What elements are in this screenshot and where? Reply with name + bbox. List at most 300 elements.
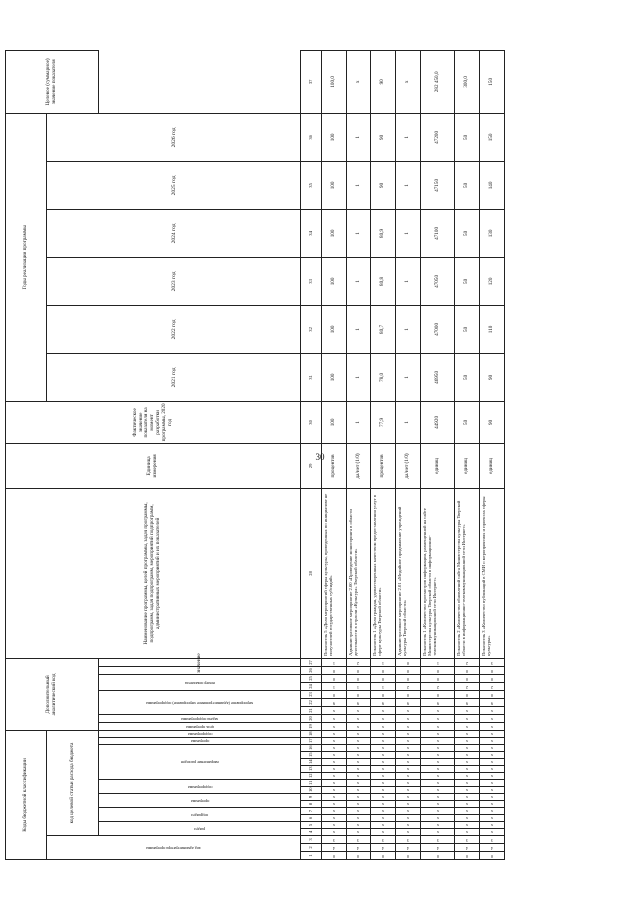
code-cell: x	[455, 801, 480, 808]
code-cell: x	[480, 752, 505, 759]
year-value-cell: 100	[321, 257, 346, 305]
column-number: 4	[301, 829, 322, 836]
year-value-cell: 1	[396, 113, 421, 161]
budget-codes-header: Коды бюджетной классификации	[6, 731, 47, 860]
code-cell: 0	[455, 675, 480, 683]
code-cell: x	[346, 731, 371, 738]
column-number: 15	[301, 752, 322, 759]
indicator-name-cell: Административное мероприятие 2.00 «Проведение мониторинга в области деятельности в отрасли «Культура» Тверской области»	[346, 488, 371, 658]
code-cell: 0	[420, 667, 454, 675]
code-cell: x	[480, 801, 505, 808]
code-cell: 2	[455, 658, 480, 666]
target-value-cell: x	[346, 50, 371, 113]
code-cell: x	[321, 766, 346, 773]
table-row	[396, 50, 421, 859]
code-cell: x	[346, 815, 371, 822]
code-cell: 0	[346, 852, 371, 860]
code-cell: 1	[371, 658, 396, 666]
code-cell: 4	[420, 844, 454, 852]
code-cell: x	[420, 745, 454, 752]
column-number: 22	[301, 699, 322, 707]
code-cell: x	[455, 759, 480, 766]
year-value-cell: 100	[321, 305, 346, 353]
code-cell: x	[480, 723, 505, 731]
year-2024-header: 2024 год	[47, 209, 301, 257]
code-cell: x	[420, 822, 454, 829]
table-row	[480, 50, 505, 859]
code-cell: 0	[396, 675, 421, 683]
code-cell: x	[346, 808, 371, 815]
code-cell: x	[480, 766, 505, 773]
year-value-cell: 150	[480, 113, 505, 161]
year-value-cell: 90	[480, 353, 505, 401]
target-value-cell: 90	[371, 50, 396, 113]
year-2026-header: 2026 год	[47, 113, 301, 161]
code-cell: x	[455, 715, 480, 723]
column-number: 13	[301, 766, 322, 773]
code-cell: x	[420, 808, 454, 815]
code-cell: 3	[321, 836, 346, 844]
column-number: 20	[301, 715, 322, 723]
code-cell: 0	[321, 852, 346, 860]
year-value-cell: 80,9	[371, 209, 396, 257]
code-cell: x	[480, 794, 505, 801]
code-cell: x	[420, 752, 454, 759]
year-value-cell: 80,8	[371, 257, 396, 305]
year-value-cell: 100	[321, 113, 346, 161]
table-row	[420, 50, 454, 859]
code-cell: x	[480, 822, 505, 829]
target-value-cell: 150	[480, 50, 505, 113]
fact-value-cell: 1	[396, 401, 421, 443]
fact-value-cell: 1	[346, 401, 371, 443]
unit-cell: процентов	[321, 443, 346, 488]
column-number: 3	[301, 836, 322, 844]
code-cell: x	[321, 731, 346, 738]
indicator-name-cell: Показатель 5 «Доля мероприятий сферы культуры, проведенных по инициативе не получателей государственных субсидий»	[321, 488, 346, 658]
unit-cell: да/нет (1/0)	[346, 443, 371, 488]
code-cell: x	[371, 801, 396, 808]
code-cell: x	[321, 723, 346, 731]
column-number: 30	[301, 401, 322, 443]
column-number: 11	[301, 780, 322, 787]
year-value-cell: 47050	[420, 257, 454, 305]
indicator-name-cell: Административное мероприятие 2.01 «Медийное продвижение учреждений культуры Тверской области»	[396, 488, 421, 658]
program-indicators-table	[5, 58, 505, 860]
year-value-cell: 46950	[420, 353, 454, 401]
additional-code-header: Дополнительный аналитический код	[6, 658, 99, 730]
code-cell: x	[480, 808, 505, 815]
code-cell: x	[420, 780, 454, 787]
year-value-cell: 90	[371, 113, 396, 161]
code-cell: 4	[321, 844, 346, 852]
column-number: 18	[301, 731, 322, 738]
code-cell: x	[480, 773, 505, 780]
code-cell: 0	[480, 667, 505, 675]
code-cell: x	[396, 766, 421, 773]
code-cell: 3	[420, 836, 454, 844]
code-cell: x	[396, 759, 421, 766]
code-cell: 0	[371, 667, 396, 675]
year-value-cell: 130	[480, 209, 505, 257]
code-cell: x	[480, 731, 505, 738]
code-cell: x	[455, 752, 480, 759]
code-cell: 0	[371, 691, 396, 699]
code-cell: 0	[321, 675, 346, 683]
code-cell: x	[346, 715, 371, 723]
addl-event-header: мероприятие (административное мероприятие) подпрограммы	[99, 691, 301, 715]
column-number: 17	[301, 738, 322, 745]
column-number: 36	[301, 113, 322, 161]
year-value-cell: 47100	[420, 209, 454, 257]
year-value-cell: 1	[346, 209, 371, 257]
code-cell: x	[346, 829, 371, 836]
code-cell: x	[455, 738, 480, 745]
code-cell: x	[420, 787, 454, 794]
code-cell: 0	[455, 852, 480, 860]
code-cell: x	[396, 787, 421, 794]
code-cell: x	[371, 773, 396, 780]
year-value-cell: 1	[396, 257, 421, 305]
year-2025-header: 2025 год	[47, 161, 301, 209]
year-value-cell: 120	[480, 257, 505, 305]
code-cell: x	[396, 794, 421, 801]
code-cell: x	[321, 745, 346, 752]
addl-task-header: задача подпрограммы	[99, 715, 301, 723]
year-value-cell: 100	[321, 353, 346, 401]
year-value-cell: 1	[346, 353, 371, 401]
code-cell: x	[321, 787, 346, 794]
code-cell: x	[371, 723, 396, 731]
code-cell: x	[455, 794, 480, 801]
year-value-cell: 1	[346, 305, 371, 353]
year-2022-header: 2022 год	[47, 305, 301, 353]
code-cell: 2	[420, 683, 454, 691]
code-cell: 2	[480, 683, 505, 691]
code-cell: 4	[371, 844, 396, 852]
column-number: 35	[301, 161, 322, 209]
code-cell: x	[480, 715, 505, 723]
column-number: 37	[301, 50, 322, 113]
code-cell: 2	[346, 658, 371, 666]
code-cell: x	[396, 801, 421, 808]
addl-program-header: программа	[99, 738, 301, 745]
unit-column-header: Единица измерения	[6, 443, 301, 488]
code-cell: x	[346, 801, 371, 808]
year-value-cell: 50	[455, 161, 480, 209]
code-cell: x	[321, 759, 346, 766]
year-value-cell: 50	[455, 353, 480, 401]
table-row	[371, 50, 396, 859]
code-cell: x	[396, 715, 421, 723]
code-cell: x	[371, 794, 396, 801]
code-cell: x	[321, 829, 346, 836]
year-value-cell: 90	[371, 161, 396, 209]
code-cell: x	[321, 808, 346, 815]
code-cell: x	[371, 822, 396, 829]
code-cell: x	[371, 707, 396, 715]
code-cell: x	[420, 723, 454, 731]
column-number: 25	[301, 675, 322, 683]
code-cell: 0	[396, 658, 421, 666]
code-cell: 1	[346, 683, 371, 691]
code-cell: x	[420, 794, 454, 801]
code-cell: x	[455, 829, 480, 836]
code-cell: x	[480, 759, 505, 766]
year-value-cell: 1	[396, 209, 421, 257]
code-cell: x	[420, 815, 454, 822]
year-value-cell: 1	[346, 161, 371, 209]
code-cell: 0	[396, 667, 421, 675]
code-cell: x	[420, 759, 454, 766]
year-2021-header: 2021 год	[47, 353, 301, 401]
column-number: 29	[301, 443, 322, 488]
column-number: 21	[301, 707, 322, 715]
table-row	[455, 50, 480, 859]
code-cell: x	[480, 780, 505, 787]
code-cell: x	[371, 766, 396, 773]
indicator-name-cell: Показатель 1 «Количество просмотров информации, размещенной на сайте Министерства культуры Тверской области в информационно-телекоммуникационной сети Интернет»	[420, 488, 454, 658]
code-cell: x	[480, 815, 505, 822]
code-cell: 1	[321, 658, 346, 666]
code-cell: 4	[396, 844, 421, 852]
code-cell: 3	[480, 836, 505, 844]
code-cell: x	[455, 773, 480, 780]
code-cell: x	[396, 745, 421, 752]
fact-value-cell: 100	[321, 401, 346, 443]
code-cell: 0	[371, 675, 396, 683]
code-cell: 9	[396, 699, 421, 707]
column-number: 32	[301, 305, 322, 353]
code-cell: 0	[396, 691, 421, 699]
year-value-cell: 1	[346, 113, 371, 161]
code-cell: x	[321, 815, 346, 822]
column-number: 2	[301, 844, 322, 852]
code-cell: x	[455, 780, 480, 787]
target-value-cell: 300,0	[455, 50, 480, 113]
code-cell: x	[420, 731, 454, 738]
code-cell: 3	[396, 836, 421, 844]
code-cell: 1	[371, 683, 396, 691]
code-cell: x	[480, 829, 505, 836]
code-cell: x	[346, 738, 371, 745]
code-cell: x	[396, 815, 421, 822]
code-cell: x	[346, 759, 371, 766]
code-cell: 0	[455, 691, 480, 699]
unit-cell: единиц	[420, 443, 454, 488]
code-cell: x	[346, 794, 371, 801]
target-value-cell: x	[396, 50, 421, 113]
target-header: Целевое (суммарное) значение показателя	[6, 50, 99, 113]
code-section-header: раздел	[99, 822, 301, 836]
fact-value-cell: 50	[455, 401, 480, 443]
year-value-cell: 100	[321, 161, 346, 209]
code-cell: x	[346, 752, 371, 759]
code-cell: 9	[346, 699, 371, 707]
code-cell: x	[455, 808, 480, 815]
addl-indicator-number-header: номер показателя	[99, 675, 301, 691]
column-number: 10	[301, 787, 322, 794]
code-cell: 9	[420, 699, 454, 707]
admin-code-header: код администратора программы	[47, 836, 301, 860]
year-value-cell: 100	[321, 209, 346, 257]
code-cell: x	[321, 794, 346, 801]
code-cell: 3	[346, 836, 371, 844]
code-cell: x	[371, 752, 396, 759]
target-value-cell: 100,0	[321, 50, 346, 113]
year-value-cell: 80,7	[371, 305, 396, 353]
column-number: 7	[301, 808, 322, 815]
year-value-cell: 47150	[420, 161, 454, 209]
code-cell: x	[321, 752, 346, 759]
code-cell: 1	[420, 658, 454, 666]
code-cell: x	[371, 738, 396, 745]
code-cell: x	[321, 715, 346, 723]
code-cell: x	[420, 766, 454, 773]
code-direction-header: направление расходов	[99, 745, 301, 780]
code-cell: x	[346, 766, 371, 773]
code-cell: 0	[321, 667, 346, 675]
fact-value-cell: 44920	[420, 401, 454, 443]
code-cell: x	[371, 745, 396, 752]
code-cell: x	[346, 707, 371, 715]
code-cell: x	[371, 780, 396, 787]
code-cell: x	[346, 773, 371, 780]
code-cell: x	[371, 787, 396, 794]
code-cell: x	[420, 715, 454, 723]
column-number: 6	[301, 815, 322, 822]
code-cell: x	[396, 707, 421, 715]
code-cell: x	[396, 822, 421, 829]
code-cell: x	[455, 815, 480, 822]
code-cell: x	[396, 808, 421, 815]
column-number: 8	[301, 801, 322, 808]
column-number: 23	[301, 691, 322, 699]
addl-goal-header: цель программы	[99, 723, 301, 731]
code-cell: x	[321, 707, 346, 715]
year-value-cell: 140	[480, 161, 505, 209]
code-cell: 9	[455, 699, 480, 707]
addl-subprogram-header: подпрограмма	[99, 731, 301, 738]
code-cell: x	[371, 808, 396, 815]
code-cell: 3	[480, 658, 505, 666]
column-number: 31	[301, 353, 322, 401]
code-cell: x	[455, 787, 480, 794]
code-cell: 3	[371, 836, 396, 844]
name-column-header: Наименование программы, целей программы, задач программы, подпрограмм, задач подпрограмм, мероприятий подпрограмм, административных мероприятий и их показателей	[6, 488, 301, 658]
column-number: 27	[301, 658, 322, 666]
years-header: Годы реализации программы	[6, 113, 47, 401]
column-number: 1	[301, 852, 322, 860]
year-2023-header: 2023 год	[47, 257, 301, 305]
code-cell: 9	[480, 699, 505, 707]
code-cell: x	[455, 707, 480, 715]
code-subprogram-header: подпрограмма	[99, 780, 301, 794]
code-cell: x	[321, 738, 346, 745]
table-row	[346, 50, 371, 859]
code-cell: x	[346, 745, 371, 752]
code-cell: x	[396, 829, 421, 836]
year-value-cell: 78,0	[371, 353, 396, 401]
code-cell: x	[396, 773, 421, 780]
indicator-name-cell: Показатель 2 «Количество обновлений сайта Министерства культуры Тверской области в информационно-телекоммуникационной сети Интернет»	[455, 488, 480, 658]
code-cell: x	[480, 787, 505, 794]
unit-cell: единиц	[455, 443, 480, 488]
code-cell: 2	[455, 683, 480, 691]
code-cell: x	[396, 780, 421, 787]
code-cell: x	[420, 738, 454, 745]
code-cell: 0	[346, 667, 371, 675]
year-value-cell: 47200	[420, 113, 454, 161]
year-value-cell: 50	[455, 113, 480, 161]
code-cell: 0	[480, 675, 505, 683]
code-cell: x	[480, 707, 505, 715]
column-number: 9	[301, 794, 322, 801]
code-cell: x	[346, 723, 371, 731]
year-value-cell: 50	[455, 209, 480, 257]
code-cell: 0	[420, 675, 454, 683]
year-value-cell: 1	[396, 353, 421, 401]
code-cell: 0	[396, 852, 421, 860]
page-number: 30	[315, 452, 325, 462]
code-cell: x	[480, 738, 505, 745]
year-value-cell: 1	[396, 305, 421, 353]
code-cell: x	[396, 723, 421, 731]
code-cell: 9	[371, 699, 396, 707]
column-number: 14	[301, 759, 322, 766]
code-cell: x	[455, 766, 480, 773]
code-cell: x	[346, 780, 371, 787]
code-cell: 0	[420, 852, 454, 860]
unit-cell: процентов	[371, 443, 396, 488]
code-cell: x	[455, 745, 480, 752]
code-cell: x	[346, 822, 371, 829]
indicator-name-cell: Показатель 1 «Доля граждан, удовлетворенных качеством предоставления услуг в сфере культуры Тверской области»	[371, 488, 396, 658]
column-number: 12	[301, 773, 322, 780]
fact-value-cell: 90	[480, 401, 505, 443]
column-number: 26	[301, 667, 322, 675]
unit-cell: да/нет (1/0)	[396, 443, 421, 488]
column-number: 28	[301, 488, 322, 658]
column-number: 19	[301, 723, 322, 731]
code-cell: x	[371, 715, 396, 723]
code-cell: 2	[396, 683, 421, 691]
code-cell: x	[321, 773, 346, 780]
column-number: 5	[301, 822, 322, 829]
code-cell: 0	[346, 691, 371, 699]
code-cell: x	[455, 731, 480, 738]
code-cell: x	[371, 759, 396, 766]
code-cell: 4	[455, 844, 480, 852]
code-cell: x	[321, 801, 346, 808]
code-cell: 3	[455, 836, 480, 844]
code-cell: 4	[346, 844, 371, 852]
column-number: 34	[301, 209, 322, 257]
column-number: 33	[301, 257, 322, 305]
code-cell: 0	[455, 667, 480, 675]
year-value-cell: 1	[396, 161, 421, 209]
code-cell: x	[371, 731, 396, 738]
code-cell: 0	[480, 691, 505, 699]
indicator-name-cell: Показатель 3 «Количество публикаций в СМИ о мероприятиях и проектах сферы культуры»	[480, 488, 505, 658]
code-cell: x	[321, 822, 346, 829]
code-cell: x	[371, 815, 396, 822]
code-cell: x	[321, 780, 346, 787]
code-cell: 0	[371, 852, 396, 860]
code-cell: 1	[321, 683, 346, 691]
year-value-cell: 110	[480, 305, 505, 353]
code-cell: x	[396, 752, 421, 759]
